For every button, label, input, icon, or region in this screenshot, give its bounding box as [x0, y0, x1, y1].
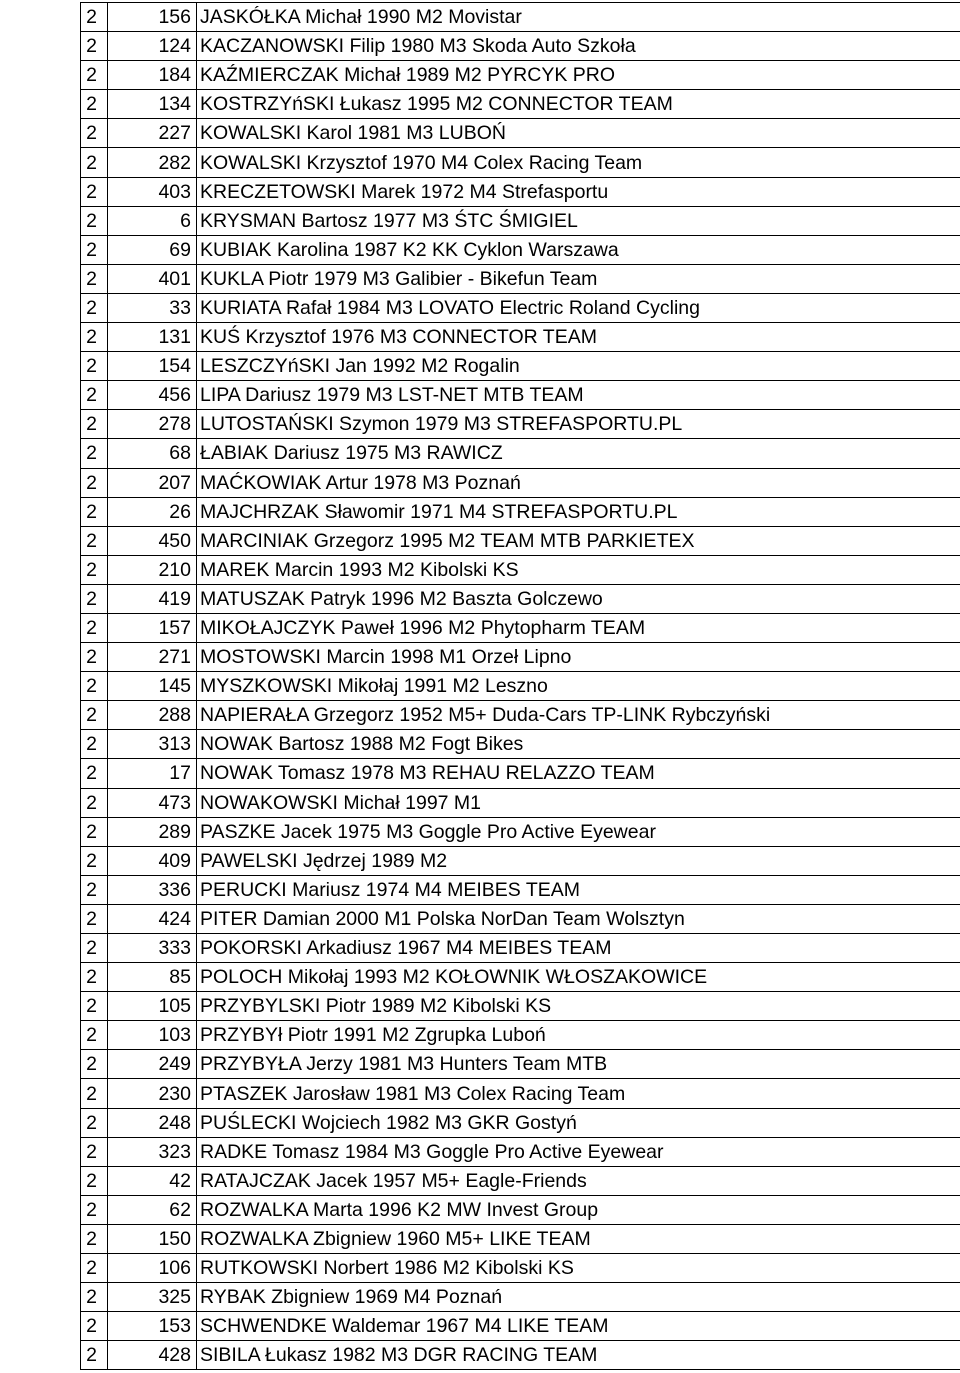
table-row: [81, 1254, 960, 1283]
start-number-cell: 227: [108, 119, 197, 148]
rider-entry-cell: RYBAK Zbigniew 1969 M4 Poznań: [197, 1283, 960, 1312]
start-number-cell: 282: [108, 148, 197, 177]
group-cell: 2: [81, 235, 108, 264]
table-row: [81, 352, 960, 381]
rider-entry-cell: PRZYBYLSKI Piotr 1989 M2 Kibolski KS: [197, 992, 960, 1021]
group-cell: 2: [81, 410, 108, 439]
rider-entry-cell: MAĆKOWIAK Artur 1978 M3 Poznań: [197, 468, 960, 497]
rider-entry-cell: RUTKOWSKI Norbert 1986 M2 Kibolski KS: [197, 1254, 960, 1283]
group-cell: 2: [81, 526, 108, 555]
group-cell: 2: [81, 1137, 108, 1166]
group-cell: 2: [81, 61, 108, 90]
rider-entry-cell: NAPIERAŁA Grzegorz 1952 M5+ Duda-Cars TP-LINK Rybczyński: [197, 701, 960, 730]
table-row: [81, 1312, 960, 1341]
table-row: [81, 555, 960, 584]
group-cell: 2: [81, 381, 108, 410]
start-number-cell: 17: [108, 759, 197, 788]
start-number-cell: 62: [108, 1195, 197, 1224]
group-cell: 2: [81, 963, 108, 992]
start-number-cell: 289: [108, 817, 197, 846]
table-row: [81, 584, 960, 613]
group-cell: 2: [81, 1312, 108, 1341]
rider-entry-cell: LUTOSTAŃSKI Szymon 1979 M3 STREFASPORTU.PL: [197, 410, 960, 439]
rider-entry-cell: KOWALSKI Karol 1981 M3 LUBOŃ: [197, 119, 960, 148]
rider-entry-cell: KAŹMIERCZAK Michał 1989 M2 PYRCYK PRO: [197, 61, 960, 90]
group-cell: 2: [81, 992, 108, 1021]
group-cell: 2: [81, 643, 108, 672]
start-number-cell: 419: [108, 584, 197, 613]
start-number-cell: 333: [108, 934, 197, 963]
table-row: [81, 1283, 960, 1312]
table-row: [81, 875, 960, 904]
rider-entry-cell: ROZWALKA Marta 1996 K2 MW Invest Group: [197, 1195, 960, 1224]
rider-entry-cell: ROZWALKA Zbigniew 1960 M5+ LIKE TEAM: [197, 1224, 960, 1253]
table-row: [81, 1050, 960, 1079]
group-cell: 2: [81, 177, 108, 206]
start-number-cell: 210: [108, 555, 197, 584]
table-row: [81, 61, 960, 90]
rider-entry-cell: KUŚ Krzysztof 1976 M3 CONNECTOR TEAM: [197, 323, 960, 352]
table-row: [81, 323, 960, 352]
group-cell: 2: [81, 701, 108, 730]
start-number-cell: 450: [108, 526, 197, 555]
rider-entry-cell: NOWAKOWSKI Michał 1997 M1: [197, 788, 960, 817]
rider-entry-cell: LIPA Dariusz 1979 M3 LST-NET MTB TEAM: [197, 381, 960, 410]
group-cell: 2: [81, 497, 108, 526]
table-row: [81, 992, 960, 1021]
start-number-cell: 33: [108, 293, 197, 322]
group-cell: 2: [81, 90, 108, 119]
group-cell: 2: [81, 1021, 108, 1050]
group-cell: 2: [81, 1195, 108, 1224]
rider-entry-cell: NOWAK Bartosz 1988 M2 Fogt Bikes: [197, 730, 960, 759]
start-number-cell: 134: [108, 90, 197, 119]
table-row: [81, 904, 960, 933]
group-cell: 2: [81, 1108, 108, 1137]
table-row: [81, 672, 960, 701]
start-number-cell: 409: [108, 846, 197, 875]
table-row: [81, 934, 960, 963]
start-number-cell: 69: [108, 235, 197, 264]
table-row: [81, 1224, 960, 1253]
rider-entry-cell: MIKOŁAJCZYK Paweł 1996 M2 Phytopharm TEAM: [197, 613, 960, 642]
rider-entry-cell: MYSZKOWSKI Mikołaj 1991 M2 Leszno: [197, 672, 960, 701]
start-number-cell: 150: [108, 1224, 197, 1253]
start-number-cell: 325: [108, 1283, 197, 1312]
start-number-cell: 336: [108, 875, 197, 904]
start-number-cell: 156: [108, 3, 197, 32]
table-row: [81, 119, 960, 148]
start-number-cell: 313: [108, 730, 197, 759]
rider-entry-cell: POLOCH Mikołaj 1993 M2 KOŁOWNIK WŁOSZAKOWICE: [197, 963, 960, 992]
rider-entry-cell: KURIATA Rafał 1984 M3 LOVATO Electric Roland Cycling: [197, 293, 960, 322]
table-row: [81, 1079, 960, 1108]
table-row: [81, 32, 960, 61]
table-row: [81, 381, 960, 410]
start-number-cell: 154: [108, 352, 197, 381]
start-number-cell: 105: [108, 992, 197, 1021]
start-number-cell: 401: [108, 264, 197, 293]
table-row: [81, 1195, 960, 1224]
table-row: [81, 963, 960, 992]
table-row: [81, 701, 960, 730]
rider-entry-cell: PAWELSKI Jędrzej 1989 M2: [197, 846, 960, 875]
group-cell: 2: [81, 1050, 108, 1079]
table-row: [81, 643, 960, 672]
table-row: [81, 177, 960, 206]
group-cell: 2: [81, 730, 108, 759]
table-row: [81, 1108, 960, 1137]
rider-entry-cell: PRZYBYŁA Jerzy 1981 M3 Hunters Team MTB: [197, 1050, 960, 1079]
table-row: [81, 497, 960, 526]
start-number-cell: 26: [108, 497, 197, 526]
table-row: [81, 730, 960, 759]
table-row: [81, 817, 960, 846]
start-number-cell: 157: [108, 613, 197, 642]
table-row: [81, 1137, 960, 1166]
start-number-cell: 42: [108, 1166, 197, 1195]
start-number-cell: 145: [108, 672, 197, 701]
start-number-cell: 153: [108, 1312, 197, 1341]
group-cell: 2: [81, 148, 108, 177]
start-number-cell: 473: [108, 788, 197, 817]
start-number-cell: 428: [108, 1341, 197, 1370]
group-cell: 2: [81, 846, 108, 875]
table-row: [81, 148, 960, 177]
rider-entry-cell: PUŚLECKI Wojciech 1982 M3 GKR Gostyń: [197, 1108, 960, 1137]
start-number-cell: 288: [108, 701, 197, 730]
rider-entry-cell: KRYSMAN Bartosz 1977 M3 ŚTC ŚMIGIEL: [197, 206, 960, 235]
rider-entry-cell: PTASZEK Jarosław 1981 M3 Colex Racing Team: [197, 1079, 960, 1108]
start-number-cell: 456: [108, 381, 197, 410]
start-number-cell: 323: [108, 1137, 197, 1166]
group-cell: 2: [81, 613, 108, 642]
group-cell: 2: [81, 293, 108, 322]
group-cell: 2: [81, 323, 108, 352]
rider-entry-cell: KOSTRZYńSKI Łukasz 1995 M2 CONNECTOR TEAM: [197, 90, 960, 119]
table-row: [81, 526, 960, 555]
start-number-cell: 230: [108, 1079, 197, 1108]
group-cell: 2: [81, 672, 108, 701]
rider-entry-cell: PASZKE Jacek 1975 M3 Goggle Pro Active Eyewear: [197, 817, 960, 846]
table-row: [81, 468, 960, 497]
rider-entry-cell: ŁABIAK Dariusz 1975 M3 RAWICZ: [197, 439, 960, 468]
rider-entry-cell: NOWAK Tomasz 1978 M3 REHAU RELAZZO TEAM: [197, 759, 960, 788]
rider-entry-cell: KUKLA Piotr 1979 M3 Galibier - Bikefun Team: [197, 264, 960, 293]
start-number-cell: 131: [108, 323, 197, 352]
start-number-cell: 424: [108, 904, 197, 933]
table-row: [81, 788, 960, 817]
group-cell: 2: [81, 817, 108, 846]
group-cell: 2: [81, 1283, 108, 1312]
results-table: [80, 2, 960, 1370]
start-number-cell: 103: [108, 1021, 197, 1050]
start-number-cell: 271: [108, 643, 197, 672]
table-row: [81, 1341, 960, 1370]
group-cell: 2: [81, 904, 108, 933]
group-cell: 2: [81, 1079, 108, 1108]
group-cell: 2: [81, 3, 108, 32]
start-number-cell: 124: [108, 32, 197, 61]
group-cell: 2: [81, 1224, 108, 1253]
table-row: [81, 206, 960, 235]
table-row: [81, 1021, 960, 1050]
rider-entry-cell: KRECZETOWSKI Marek 1972 M4 Strefasportu: [197, 177, 960, 206]
table-row: [81, 613, 960, 642]
group-cell: 2: [81, 555, 108, 584]
table-row: [81, 410, 960, 439]
group-cell: 2: [81, 352, 108, 381]
group-cell: 2: [81, 32, 108, 61]
table-row: [81, 264, 960, 293]
rider-entry-cell: KOWALSKI Krzysztof 1970 M4 Colex Racing Team: [197, 148, 960, 177]
rider-entry-cell: RATAJCZAK Jacek 1957 M5+ Eagle-Friends: [197, 1166, 960, 1195]
start-number-cell: 278: [108, 410, 197, 439]
group-cell: 2: [81, 1254, 108, 1283]
start-number-cell: 6: [108, 206, 197, 235]
rider-entry-cell: KUBIAK Karolina 1987 K2 KK Cyklon Warszawa: [197, 235, 960, 264]
start-number-cell: 207: [108, 468, 197, 497]
rider-entry-cell: LESZCZYńSKI Jan 1992 M2 Rogalin: [197, 352, 960, 381]
rider-entry-cell: MATUSZAK Patryk 1996 M2 Baszta Golczewo: [197, 584, 960, 613]
start-number-cell: 403: [108, 177, 197, 206]
start-number-cell: 184: [108, 61, 197, 90]
rider-entry-cell: SCHWENDKE Waldemar 1967 M4 LIKE TEAM: [197, 1312, 960, 1341]
group-cell: 2: [81, 759, 108, 788]
rider-entry-cell: SIBILA Łukasz 1982 M3 DGR RACING TEAM: [197, 1341, 960, 1370]
rider-entry-cell: KACZANOWSKI Filip 1980 M3 Skoda Auto Szkoła: [197, 32, 960, 61]
table-row: [81, 439, 960, 468]
start-number-cell: 85: [108, 963, 197, 992]
rider-entry-cell: MAREK Marcin 1993 M2 Kibolski KS: [197, 555, 960, 584]
group-cell: 2: [81, 439, 108, 468]
table-row: [81, 846, 960, 875]
start-number-cell: 68: [108, 439, 197, 468]
rider-entry-cell: PITER Damian 2000 M1 Polska NorDan Team Wolsztyn: [197, 904, 960, 933]
rider-entry-cell: MOSTOWSKI Marcin 1998 M1 Orzeł Lipno: [197, 643, 960, 672]
table-row: [81, 1166, 960, 1195]
group-cell: 2: [81, 1166, 108, 1195]
rider-entry-cell: MAJCHRZAK Sławomir 1971 M4 STREFASPORTU.PL: [197, 497, 960, 526]
group-cell: 2: [81, 1341, 108, 1370]
group-cell: 2: [81, 584, 108, 613]
group-cell: 2: [81, 934, 108, 963]
table-row: [81, 759, 960, 788]
group-cell: 2: [81, 206, 108, 235]
table-row: [81, 3, 960, 32]
group-cell: 2: [81, 119, 108, 148]
start-number-cell: 106: [108, 1254, 197, 1283]
results-table-body: [81, 3, 960, 1370]
table-row: [81, 293, 960, 322]
rider-entry-cell: POKORSKI Arkadiusz 1967 M4 MEIBES TEAM: [197, 934, 960, 963]
group-cell: 2: [81, 788, 108, 817]
group-cell: 2: [81, 875, 108, 904]
start-number-cell: 249: [108, 1050, 197, 1079]
rider-entry-cell: MARCINIAK Grzegorz 1995 M2 TEAM MTB PARKIETEX: [197, 526, 960, 555]
table-row: [81, 90, 960, 119]
group-cell: 2: [81, 264, 108, 293]
rider-entry-cell: PRZYBYł Piotr 1991 M2 Zgrupka Luboń: [197, 1021, 960, 1050]
table-row: [81, 235, 960, 264]
rider-entry-cell: RADKE Tomasz 1984 M3 Goggle Pro Active Eyewear: [197, 1137, 960, 1166]
start-number-cell: 248: [108, 1108, 197, 1137]
rider-entry-cell: JASKÓŁKA Michał 1990 M2 Movistar: [197, 3, 960, 32]
rider-entry-cell: PERUCKI Mariusz 1974 M4 MEIBES TEAM: [197, 875, 960, 904]
group-cell: 2: [81, 468, 108, 497]
